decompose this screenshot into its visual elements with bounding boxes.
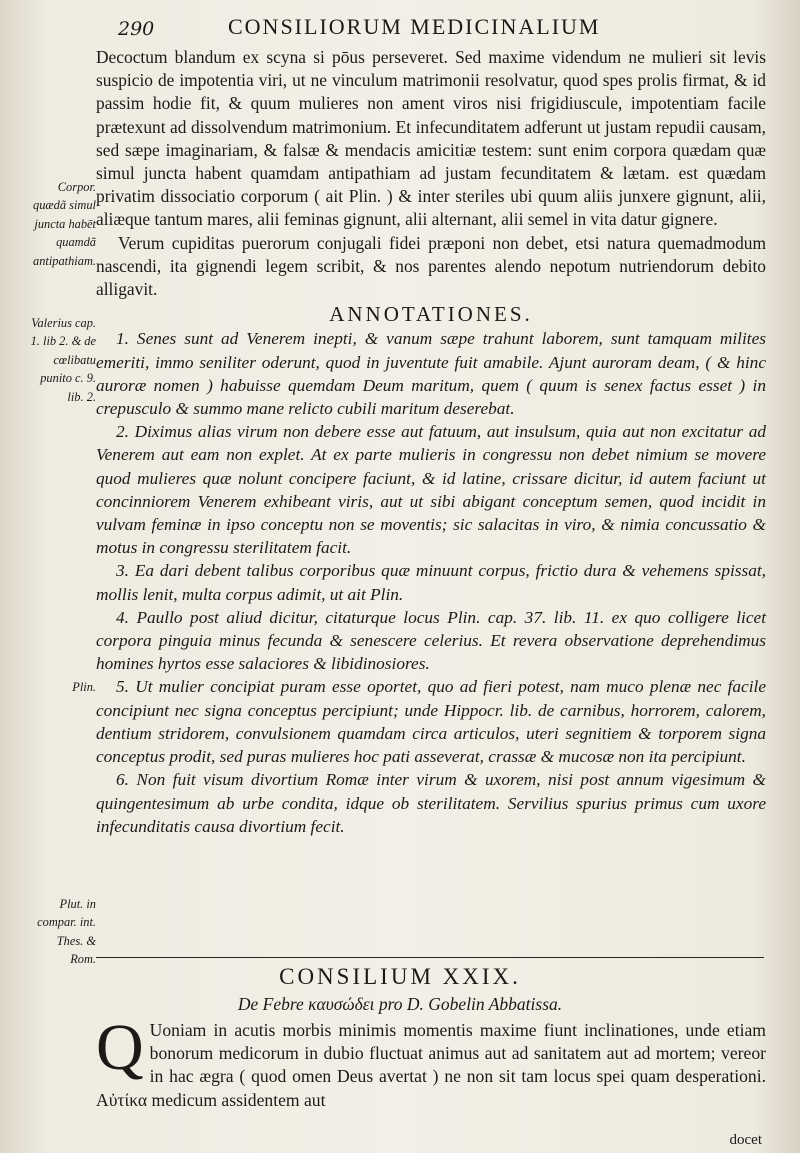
annotation-item: 2. Diximus alias virum non debere esse aut fatuum, aut insulsum, quia aut non excitatur ad Venerem aut eam non explet. At ex parte mulieris in congressu non debet nimium se movere quod mulieres quæ nolunt concipere faciunt, & id latine, crissare dicitur, id autem faciunt ut concinniorem Venerem exhibeant viris, aut ut sibi abigant conceptum semen, quod incidit in vulvam feminæ in ipso conceptu non se moventis; sic salacitas in viro, & nimia concussatio & motus in congressu sterilitatem facit. bbox=[96, 422, 766, 558]
page-header bbox=[0, 10, 800, 42]
margin-note-plutarch: Plut. in compar. int. Thes. & Rom. bbox=[37, 897, 96, 967]
consilium-subheading: De Febre καυσώδει pro D. Gobelin Abbatissa. bbox=[237, 994, 563, 1014]
annotation-item: 5. Ut mulier concipiat puram esse oportet, quo ad fieri potest, nam muco plenæ nec facile concipiunt nec signa conceptus percipiunt; unde Hippocr. lib. de carnibus, horrorem, calorem, dentium stridorem, convulsionem quamdam circa articulos, uteri segnitiem & torporem signa conceptus prodit, sed puras mulieres hoc pati asseverat, crassæ & mucosæ non ita percipiunt. bbox=[96, 677, 766, 767]
annotations-heading: ANNOTATIONES. bbox=[329, 302, 533, 327]
drop-cap: Q bbox=[96, 1011, 144, 1084]
annotation-item: 6. Non fuit visum divortium Romæ inter virum & uxorem, nisi post annum vigesimum & quingentesimum ab urbe condita, idque ob sterilitatem. Servilius spurius primus cum uxore infecunditatis causa divortium fecit. bbox=[96, 770, 766, 836]
paragraph: Verum cupiditas puerorum conjugali fidei præponi non debet, etsi natura quemadmodum nascendi, ita gignendi legem scribit, & nos parentes alendo nepotum nutriendorum debito alligavit. bbox=[96, 232, 766, 300]
margin-note-plinius: Plin. bbox=[72, 680, 96, 694]
consilium-text bbox=[96, 1011, 766, 1112]
paragraph: Decoctum blandum ex scyna si pōus perseveret. Sed maxime videndum ne mulieri sit levis suspicio de impotentia viri, ut ne vinculum matrimonii resolvatur, quod spes prolis firmat, & id passim hodie fit, & quum mulieres non ament viros nisi frigidiuscule, impotentiam facile prætexunt ad dissolvendum matrimonium. Et infecunditatem adferunt ut justam repudii causam, sed sæpe imaginariam, & falsæ & mendacis amicitiæ testem: sunt enim corpora quædam quæ simul juncta habent quamdam antipathiam ad justam fecunditatem & lætam. est quædam privatim dissociatio corporum ( ait Plin. ) & inter steriles ubi quum aliis junxere gignunt, alii, aliæque tantum mares, alii feminas gignunt, alii alternant, alii semel in vita datur gignere. bbox=[96, 47, 766, 230]
margin-note-antipathia: Corpor. quædã simul juncta habēt quamdã antipathiam. bbox=[33, 180, 96, 268]
consilium-heading: CONSILIUM XXIX. bbox=[279, 964, 521, 989]
annotations-list bbox=[96, 327, 766, 837]
annotation-item: 1. Senes sunt ad Venerem inepti, & vanum sæpe trahunt laborem, sunt tamquam milites emeriti, immo seniliter oderunt, quod in juventute fuit amabile. Ajunt auroram deam, ( & hinc auroræ nomen ) habuisse quemdam Deum maritum, quem ( quum is senex factus esset ) in crepusculo & summo mane relicto cubili maritum deserebat. bbox=[96, 329, 766, 419]
margin-note-valerius: Valerius cap. 1. lib 2. & de cœlibatu punito c. 9. lib. 2. bbox=[30, 316, 96, 404]
main-text bbox=[96, 46, 766, 838]
paragraph: Uoniam in acutis morbis minimis momentis maxime fiunt inclinationes, unde etiam bonorum medicorum in dubio fluctuat animus aut ad sanitatem aut ad mortem; vereor in hac ægra ( quod omen Deus avertat ) ne non sit tam locus spei quam desperationi. Aὐτίκα medicum assidentem aut bbox=[96, 1020, 766, 1110]
running-head: CONSILIORUM MEDICINALIUM bbox=[228, 14, 601, 39]
catchword: docet bbox=[729, 1132, 762, 1148]
section-divider bbox=[96, 957, 764, 958]
page-number: 290 bbox=[118, 18, 155, 40]
annotation-item: 3. Ea dari debent talibus corporibus quæ minuunt corpus, frictio dura & vehemens spissat, mollis lenit, multa corpus adimit, ut ait Plin. bbox=[96, 561, 766, 604]
annotation-item: 4. Paullo post aliud dicitur, citaturque locus Plin. cap. 37. lib. 11. ex quo colligere licet corpora pinguia minus fecunda & senescere celerius. Et revera observatione deprehendimus homines hyrtos esse salaciores & libidinosiores. bbox=[96, 607, 766, 674]
